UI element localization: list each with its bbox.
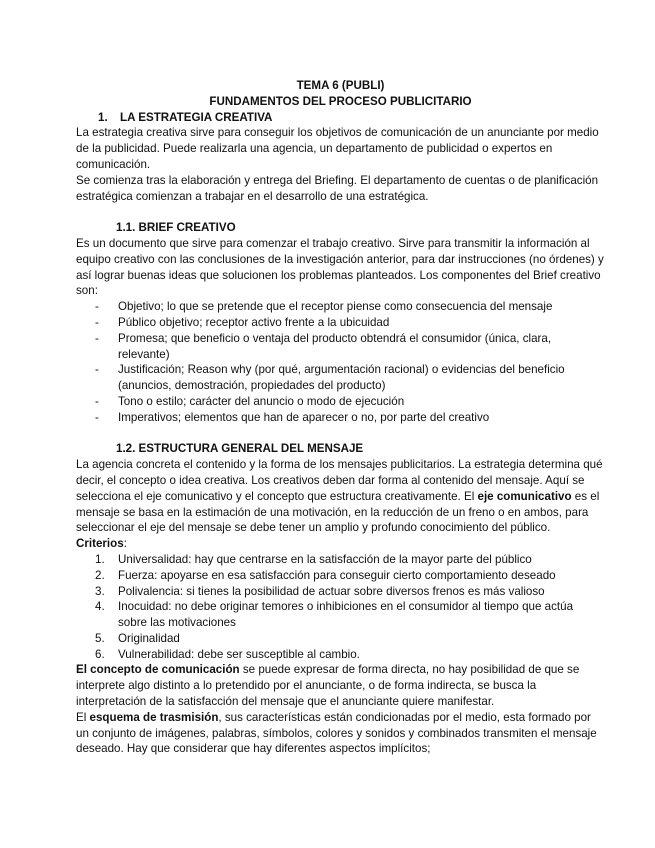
list-number: 6. [95, 647, 105, 661]
section-1-number: 1. [98, 110, 108, 124]
list-text: Universalidad: hay que centrarse en la satisfacción de la mayor parte del público [118, 552, 532, 566]
list-item [76, 599, 605, 631]
section-1-1-intro: Es un documento que sirve para comenzar el trabajo creativo. Sirve para transmitir la información al equipo creativo con las conclusiones de la investigación anterior, para dar instrucciones (no órdenes) y así lograr buenas ideas que solucionen los problemas planteados. Los componentes del Brief creativo son: [76, 236, 604, 298]
doc-subtitle: FUNDAMENTOS DEL PROCESO PUBLICITARIO [209, 94, 472, 108]
paragraph-text: , sus características están condicionadas por el medio, esta formado por un conjunto de imágenes, palabras, símbolos, colores y sonidos y combinados transmiten el mensaje deseado. Hay que considerar que hay diferentes aspectos implícitos; [76, 710, 597, 756]
list-number: 3. [95, 584, 105, 598]
esquema-paragraph [76, 710, 605, 757]
section-1-heading [98, 110, 605, 126]
list-number: 5. [95, 631, 105, 645]
section-1-2-heading: 1.2. ESTRUCTURA GENERAL DEL MENSAJE [116, 442, 364, 456]
list-item: - Tono o estilo; carácter del anuncio o modo de ejecución [76, 394, 605, 410]
list-text: Vulnerabilidad: debe ser susceptible al cambio. [118, 647, 360, 661]
list-text: Polivalencia: si tienes la posibilidad de actuar sobre diversos frenos es más valioso [118, 584, 545, 598]
criterios-label [76, 536, 605, 552]
section-1-1-heading: 1.1. BRIEF CREATIVO [116, 221, 236, 235]
paragraph-text: El [76, 710, 90, 724]
bold-term: El concepto de comunicación [76, 663, 240, 677]
list-item: - Objetivo; lo que se pretende que el receptor piense como consecuencia del mensaje [76, 299, 605, 315]
list-text: Inocuidad: no debe originar temores o inhibiciones en el consumidor al tiempo que actúa sobre las motivaciones [118, 600, 574, 630]
bold-term: esquema de trasmisión [89, 710, 219, 724]
list-item [76, 584, 605, 600]
paragraph-text: La agencia concreta el contenido y la forma de los mensajes publicitarios. La estrategia determina qué decir, el concepto o idea creativa. Los creativos deben dar forma al contenido del mensaje. Aquí se selecciona el eje comunicativo y el concepto que estructura creativamente. El [76, 458, 603, 503]
section-1-paragraph: Se comienza tras la elaboración y entrega del Briefing. El departamento de cuentas o de planificación estratégica comienzan a trabajar en el desarrollo de una estratégica. [76, 173, 599, 203]
section-1-paragraph: La estrategia creativa sirve para conseguir los objetivos de comunicación de un anunciante por medio de la publicidad. Puede realizarla una agencia, un departamento de publicidad o expertos en comunicación. [76, 126, 599, 171]
list-item [76, 631, 605, 647]
section-1-2-paragraph [76, 457, 605, 536]
list-item [76, 568, 605, 584]
list-item: - Promesa; que beneficio o ventaja del producto obtendrá el consumidor (única, clara, relevante) [76, 331, 605, 363]
bold-term: Criterios [76, 537, 124, 551]
list-item [76, 552, 605, 568]
list-item: - Público objetivo; receptor activo frente a la ubicuidad [76, 315, 605, 331]
paragraph-text: es el mensaje se basa en la estimación de una motivación, en la reducción de un freno o en ambos, para seleccionar el eje del mensaje se debe tener un amplio y profundo conocimiento del público. [76, 489, 600, 535]
list-item: - Justificación; Reason why (por qué, argumentación racional) o evidencias del beneficio (anuncios, demostración, propiedades del producto) [76, 362, 605, 394]
list-item [76, 647, 605, 663]
list-item: - Imperativos; elementos que han de aparecer o no, por parte del creativo [76, 410, 605, 426]
paragraph-text: : [123, 537, 127, 551]
paragraph-text: se puede expresar de forma directa, no hay posibilidad de que se interprete algo distinto a lo pretendido por el anunciante, o de forma indirecta, se busca la interpretación de la satisfacción del mensaje que el anunciante quiere manifestar. [76, 663, 580, 709]
bold-term: eje comunicativo [477, 489, 572, 503]
concepto-paragraph [76, 662, 605, 709]
list-number: 1. [95, 552, 105, 566]
list-number: 4. [95, 600, 105, 614]
list-text: Fuerza: apoyarse en esa satisfacción para conseguir cierto comportamiento deseado [118, 568, 556, 582]
criterios-list [76, 552, 605, 663]
list-text: Originalidad [118, 631, 180, 645]
brief-components-list [76, 299, 605, 425]
section-1-title: LA ESTRATEGIA CREATIVA [120, 110, 273, 124]
list-number: 2. [95, 568, 105, 582]
doc-title: TEMA 6 (PUBLI) [296, 79, 385, 92]
